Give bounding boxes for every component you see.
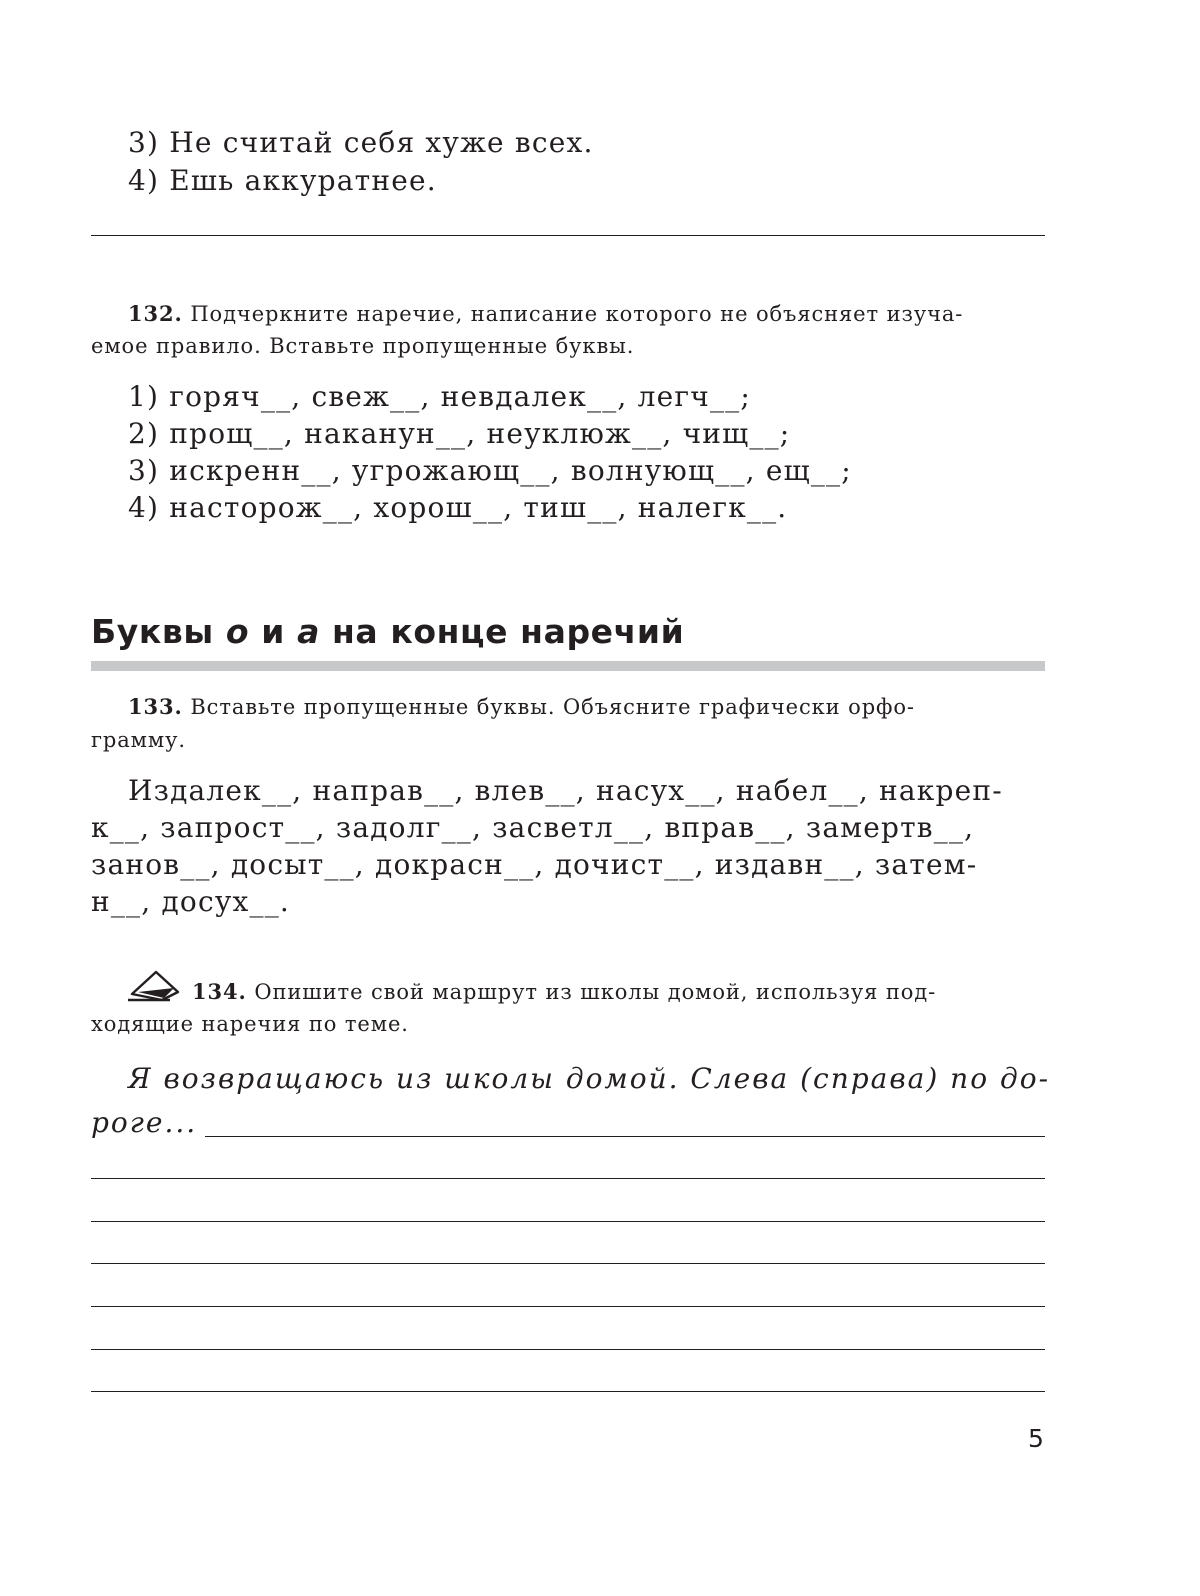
- list-item: 4) Ешь аккуратнее.: [128, 164, 437, 197]
- answer-line[interactable]: [91, 235, 1045, 236]
- task-number: 133.: [128, 694, 183, 719]
- answer-line[interactable]: [91, 1306, 1045, 1307]
- task-number: 134.: [192, 979, 247, 1004]
- answer-line[interactable]: [91, 1263, 1045, 1264]
- sample-text: роге...: [91, 1106, 198, 1139]
- exercise-row: н__, досух__.: [91, 885, 291, 918]
- exercise-row: к__, запрост__, задолг__, засветл__, вправ__, замертв__,: [91, 811, 975, 844]
- exercise-row: занов__, досыт__, докрасн__, дочист__, издавн__, затем-: [91, 848, 978, 881]
- exercise-row: 3) искренн__, угрожающ__, волнующ__, ещ__;: [128, 454, 852, 487]
- exercise-row: 4) насторож__, хорош__, тиш__, налегк__.: [128, 491, 788, 524]
- answer-line[interactable]: [91, 1221, 1045, 1222]
- exercise-row: Издалек__, направ__, влев__, насух__, набел__, накреп-: [128, 774, 1003, 807]
- section-heading: Буквы о и а на конце наречий: [91, 612, 685, 651]
- answer-line[interactable]: [91, 1178, 1045, 1179]
- answer-line[interactable]: [205, 1136, 1045, 1137]
- sample-text: Я возвращаюсь из школы домой. Слева (справа) по до-: [128, 1062, 1051, 1095]
- pencil-writing-icon: [126, 968, 182, 1004]
- answer-line[interactable]: [91, 1349, 1045, 1350]
- exercise-row: 1) горяч__, свеж__, невдалек__, легч__;: [128, 380, 752, 413]
- task-number: 132.: [128, 301, 183, 326]
- answer-line[interactable]: [91, 1391, 1045, 1392]
- heading-underline: [91, 661, 1045, 671]
- list-item: 3) Не считай себя хуже всех.: [128, 126, 594, 159]
- page-number: 5: [1028, 1424, 1044, 1453]
- exercise-row: 2) прощ__, наканун__, неуклюж__, чищ__;: [128, 417, 791, 450]
